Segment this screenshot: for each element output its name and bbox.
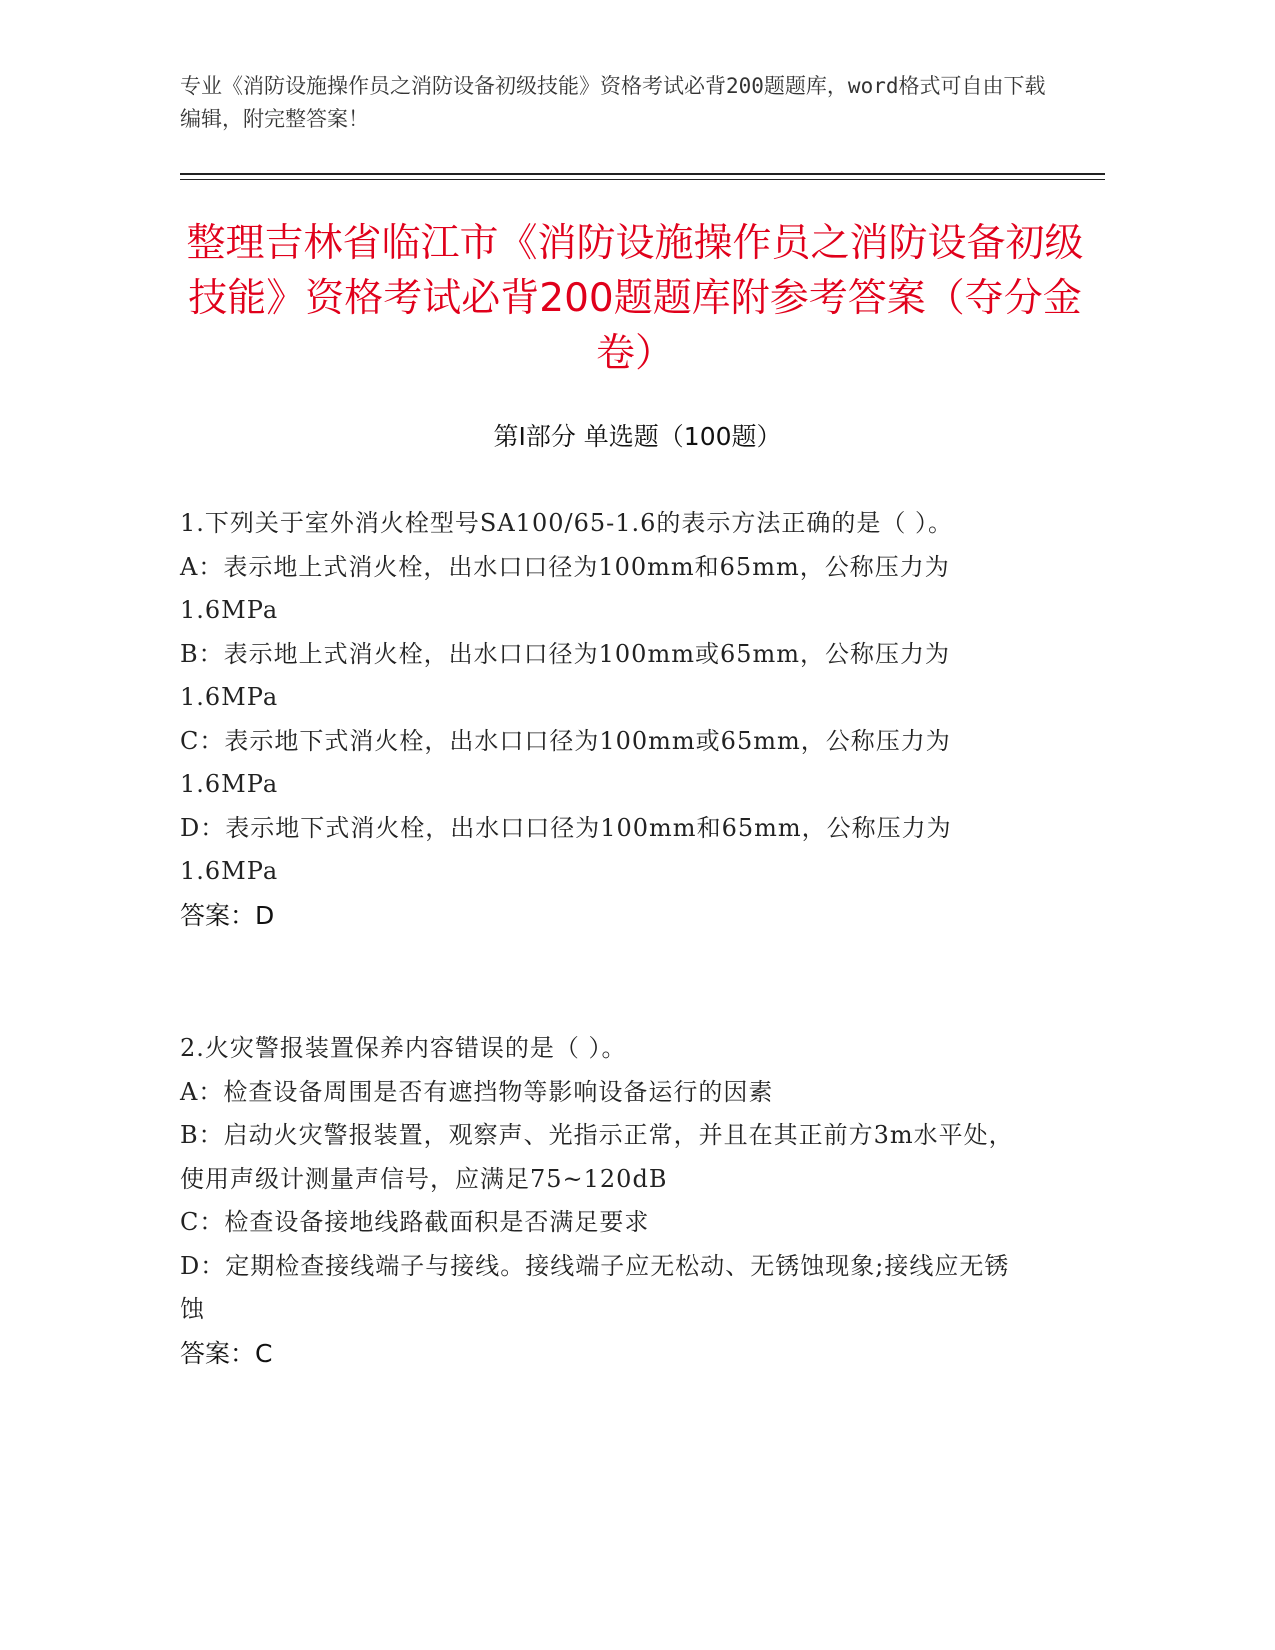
- question-1: [180, 502, 1030, 937]
- answer-label: 答案：C: [180, 1338, 273, 1368]
- option-d: D：表示地下式消火栓，出水口口径为100mm和65mm，公称压力为1.6MPa: [180, 813, 952, 885]
- option-c: C：检查设备接地线路截面积是否满足要求: [180, 1208, 650, 1236]
- question-stem: 1.下列关于室外消火栓型号SA100/65-1.6的表示方法正确的是（ ）。: [180, 509, 954, 537]
- header-divider-thick: [180, 173, 1105, 175]
- header-note: 专业《消防设施操作员之消防设备初级技能》资格考试必背200题题库，word格式可自由下载编辑，附完整答案！: [180, 74, 1046, 131]
- section-title: 第Ⅰ部分 单选题（100题）: [493, 422, 782, 451]
- header-divider-thin: [180, 179, 1105, 180]
- document-title: 整理吉林省临江市《消防设施操作员之消防设备初级技能》资格考试必背200题题库附参考答案（夺分金卷）: [186, 221, 1084, 376]
- question-stem: 2.火灾警报装置保养内容错误的是（ ）。: [180, 1034, 627, 1062]
- option-b: B：启动火灾警报装置，观察声、光指示正常，并且在其正前方3m水平处，使用声级计测量声信号，应满足75~120dB: [180, 1121, 1014, 1193]
- option-b: B：表示地上式消火栓，出水口口径为100mm或65mm，公称压力为1.6MPa: [180, 639, 951, 711]
- option-a: A：检查设备周围是否有遮挡物等影响设备运行的因素: [180, 1077, 774, 1106]
- option-c: C：表示地下式消火栓，出水口口径为100mm或65mm，公称压力为1.6MPa: [180, 726, 951, 798]
- option-a: A：表示地上式消火栓，出水口口径为100mm和65mm，公称压力为1.6MPa: [180, 552, 950, 624]
- question-2: [180, 1027, 1030, 1375]
- answer-label: 答案：D: [180, 900, 275, 930]
- option-d: D：定期检查接线端子与接线。接线端子应无松动、无锈蚀现象;接线应无锈蚀: [180, 1251, 1010, 1323]
